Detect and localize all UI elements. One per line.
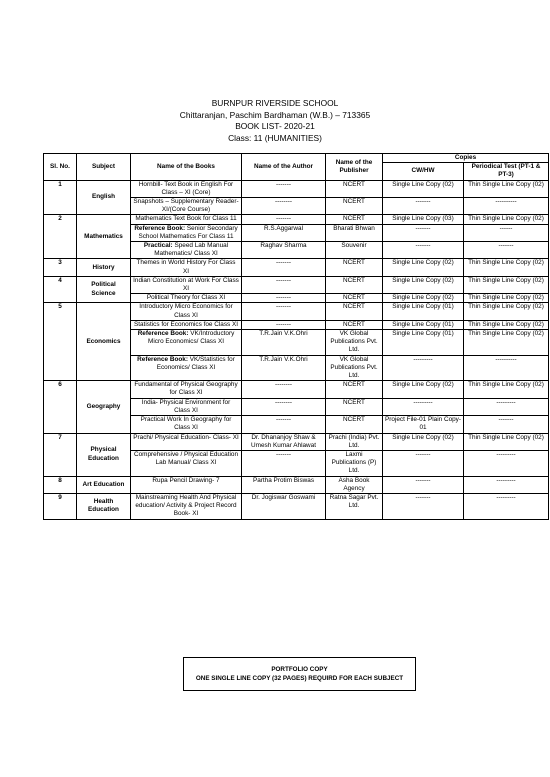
author-name: -------- <box>242 381 326 398</box>
book-name <box>131 355 242 381</box>
table-row <box>44 276 549 293</box>
periodical-copy: Thin Single Line Copy (02) <box>464 215 549 224</box>
sl-number: 9 <box>44 493 77 519</box>
cwhw-copy: Single Line Copy (02) <box>383 433 464 450</box>
sl-number: 8 <box>44 476 77 493</box>
publisher-name: NCERT <box>326 276 383 293</box>
author-name: ------- <box>242 416 326 433</box>
author-name: Raghav Sharma <box>242 242 326 259</box>
author-name: -------- <box>242 398 326 415</box>
table-row <box>44 303 549 320</box>
subject-name: Economics <box>77 303 131 381</box>
publisher-name: NCERT <box>326 416 383 433</box>
book-name: Mathematics Text Book for Class 11 <box>131 215 242 224</box>
book-name: Rupa Pencil Drawing- 7 <box>131 476 242 493</box>
cwhw-copy: Single Line Copy (01) <box>383 330 464 356</box>
author-name: ------- <box>242 276 326 293</box>
class-label: Class: 11 (HUMANITIES) <box>228 132 322 143</box>
book-prefix: Reference Book: <box>134 224 186 232</box>
periodical-copy: Thin Single Line Copy (02) <box>464 330 549 356</box>
publisher-name: NCERT <box>326 294 383 303</box>
sl-number: 5 <box>44 303 77 381</box>
publisher-name: NCERT <box>326 215 383 224</box>
book-title: Speed Lab Manual Mathematics/ Class XI <box>154 242 229 258</box>
publisher-name: NCERT <box>326 180 383 197</box>
header-cwhw: CW/HW <box>383 163 464 180</box>
book-name <box>131 242 242 259</box>
cwhw-copy: ------- <box>383 493 464 519</box>
book-title: VK/Introductory Micro Economics/ Class XI <box>148 330 235 346</box>
book-prefix: Reference Book: <box>137 355 188 363</box>
cwhw-copy: Single Line Copy (02) <box>383 381 464 398</box>
header-books: Name of the Books <box>131 154 242 181</box>
periodical-copy: ---------- <box>464 355 549 381</box>
author-name: Dr. Dhananjoy Shaw & Umesh Kumar Ahlawat <box>242 433 326 450</box>
book-name: Hornbill- Text Book in English For Class – XI (Core) <box>131 180 242 197</box>
publisher-name: Souvenir <box>326 242 383 259</box>
periodical-copy: Thin Single Line Copy (02) <box>464 259 549 276</box>
sl-number: 6 <box>44 381 77 433</box>
publisher-name: VK Global Publications Pvt. Ltd. <box>326 355 383 381</box>
subject-name: History <box>77 259 131 276</box>
periodical-copy: --------- <box>464 493 549 519</box>
cwhw-copy: ------- <box>383 242 464 259</box>
publisher-name: NCERT <box>326 320 383 329</box>
publisher-name: Laxmi Publications (P) Ltd. <box>326 450 383 476</box>
author-name: ------- <box>242 180 326 197</box>
periodical-copy: ------- <box>464 416 549 433</box>
periodical-copy: --------- <box>464 398 549 415</box>
author-name: Partha Protim Biswas <box>242 476 326 493</box>
table-row <box>44 259 549 276</box>
subject-name: Political Science <box>77 276 131 303</box>
author-name: ------- <box>242 320 326 329</box>
periodical-copy: Thin Single Line Copy (02) <box>464 320 549 329</box>
periodical-copy: Thin Single Line Copy (02) <box>464 180 549 197</box>
school-name: BURNPUR RIVERSIDE SCHOOL <box>211 98 339 108</box>
table-row <box>44 493 549 519</box>
book-name: Statistics for Economics foe Class XI <box>131 320 242 329</box>
author-name: ------- <box>242 215 326 224</box>
periodical-copy: --------- <box>464 450 549 476</box>
book-name: Fundamental of Physical Geography for Class XI <box>131 381 242 398</box>
header-sl: Sl. No. <box>44 154 77 181</box>
header-author: Name of the Author <box>242 154 326 181</box>
author-name: Dr. Jogiswar Goswami <box>242 493 326 519</box>
cwhw-copy: Single Line Copy (01) <box>383 320 464 329</box>
header-copies: Copies <box>383 154 549 163</box>
publisher-name: NCERT <box>326 398 383 415</box>
publisher-name: VK Global Publications Pvt. Ltd. <box>326 330 383 356</box>
sl-number: 1 <box>44 180 77 215</box>
header-publisher: Name of the Publisher <box>326 154 383 181</box>
subject-name: Mathematics <box>77 215 131 259</box>
cwhw-copy: Single Line Copy (02) <box>383 294 464 303</box>
school-address: Chittaranjan, Paschim Bardhaman (W.B.) – 713365 <box>179 109 371 120</box>
book-prefix: Reference Book: <box>137 330 189 338</box>
author-name: ------- <box>242 450 326 476</box>
author-name: ------- <box>242 294 326 303</box>
book-name <box>131 224 242 241</box>
book-name: India- Physical Environment for Class XI <box>131 398 242 415</box>
header-periodical: Periodical Test (PT-1 & PT-3) <box>464 163 549 180</box>
publisher-name: Asha Book Agency <box>326 476 383 493</box>
author-name: T.R.Jain V.K.Ohri <box>242 330 326 356</box>
publisher-name: NCERT <box>326 198 383 215</box>
publisher-name: Bharati Bhwan <box>326 224 383 241</box>
cwhw-copy: Single Line Copy (02) <box>383 259 464 276</box>
periodical-copy: Thin Single Line Copy (02) <box>464 303 549 320</box>
table-row <box>44 476 549 493</box>
publisher-name: NCERT <box>326 259 383 276</box>
author-name: T.R.Jain V.K.Ohri <box>242 355 326 381</box>
cwhw-copy: Single Line Copy (02) <box>383 180 464 197</box>
cwhw-copy: --------- <box>383 355 464 381</box>
table-row <box>44 180 549 197</box>
cwhw-copy: --------- <box>383 398 464 415</box>
book-name: Indian Constitution at Work For Class XI <box>131 276 242 293</box>
subject-name: Health Education <box>77 493 131 519</box>
book-name: Practical Work In Geography for Class XI <box>131 416 242 433</box>
sl-number: 4 <box>44 276 77 303</box>
book-name: Themes in World History For Class XI <box>131 259 242 276</box>
subject-name: English <box>77 180 131 215</box>
book-name: Comprehensive / Physical Education Lab Manual/ Class XI <box>131 450 242 476</box>
publisher-name: NCERT <box>326 303 383 320</box>
portfolio-note <box>183 657 416 691</box>
note-text: ONE SINGLE LINE COPY (32 PAGES) REQUIRD FOR EACH SUBJECT <box>195 675 404 682</box>
list-title: BOOK LIST- 2020-21 <box>235 121 315 131</box>
publisher-name: Ratna Sagar Pvt. Ltd. <box>326 493 383 519</box>
cwhw-copy: Project File-01 Plain Copy-01 <box>383 416 464 433</box>
book-name: Political Theory for Class XI <box>131 294 242 303</box>
table-row <box>44 381 549 398</box>
book-name <box>131 330 242 356</box>
periodical-copy: --------- <box>464 476 549 493</box>
author-name: ------- <box>242 259 326 276</box>
author-name: ------- <box>242 303 326 320</box>
book-title: VK/Statistics for Economics/ Class XI <box>156 355 235 371</box>
subject-name: Geography <box>77 381 131 433</box>
publisher-name: NCERT <box>326 381 383 398</box>
table-row <box>44 433 549 450</box>
cwhw-copy: ------- <box>383 224 464 241</box>
sl-number: 7 <box>44 433 77 476</box>
sl-number: 3 <box>44 259 77 276</box>
book-prefix: Practical: <box>143 242 173 250</box>
book-title: Senior Secondary School Mathematics For Class 11 <box>138 224 238 240</box>
table-row <box>44 215 549 224</box>
periodical-copy: Thin Single Line Copy (02) <box>464 294 549 303</box>
book-list-table <box>43 153 549 520</box>
cwhw-copy: Single Line Copy (02) <box>383 276 464 293</box>
periodical-copy: Thin Single Line Copy (02) <box>464 433 549 450</box>
book-name: Snapshots – Supplementary Reader- XI/(Core Course) <box>131 198 242 215</box>
author-name: R.S.Aggarwal <box>242 224 326 241</box>
periodical-copy: ---------- <box>464 198 549 215</box>
book-name: Mainstreaming Health And Physical education/ Activity & Project Record Book- XI <box>131 493 242 519</box>
book-name: Prachi/ Physical Education- Class- XI <box>131 433 242 450</box>
subject-name: Art Education <box>77 476 131 493</box>
book-name: Introductory Micro Economics for Class XI <box>131 303 242 320</box>
document-header <box>0 98 550 144</box>
sl-number: 2 <box>44 215 77 259</box>
note-title: PORTFOLIO COPY <box>271 666 328 673</box>
author-name: -------- <box>242 198 326 215</box>
periodical-copy: ------ <box>464 224 549 241</box>
cwhw-copy: Single Line Copy (03) <box>383 215 464 224</box>
periodical-copy: ------- <box>464 242 549 259</box>
periodical-copy: Thin Single Line Copy (02) <box>464 276 549 293</box>
cwhw-copy: Single Line Copy (01) <box>383 303 464 320</box>
table-header-row <box>44 154 549 163</box>
subject-name: Physical Education <box>77 433 131 476</box>
cwhw-copy: ------- <box>383 198 464 215</box>
cwhw-copy: ------- <box>383 476 464 493</box>
publisher-name: Prachi (India) Pvt. Ltd. <box>326 433 383 450</box>
header-subject: Subject <box>77 154 131 181</box>
cwhw-copy: ------- <box>383 450 464 476</box>
periodical-copy: Thin Single Line Copy (02) <box>464 381 549 398</box>
